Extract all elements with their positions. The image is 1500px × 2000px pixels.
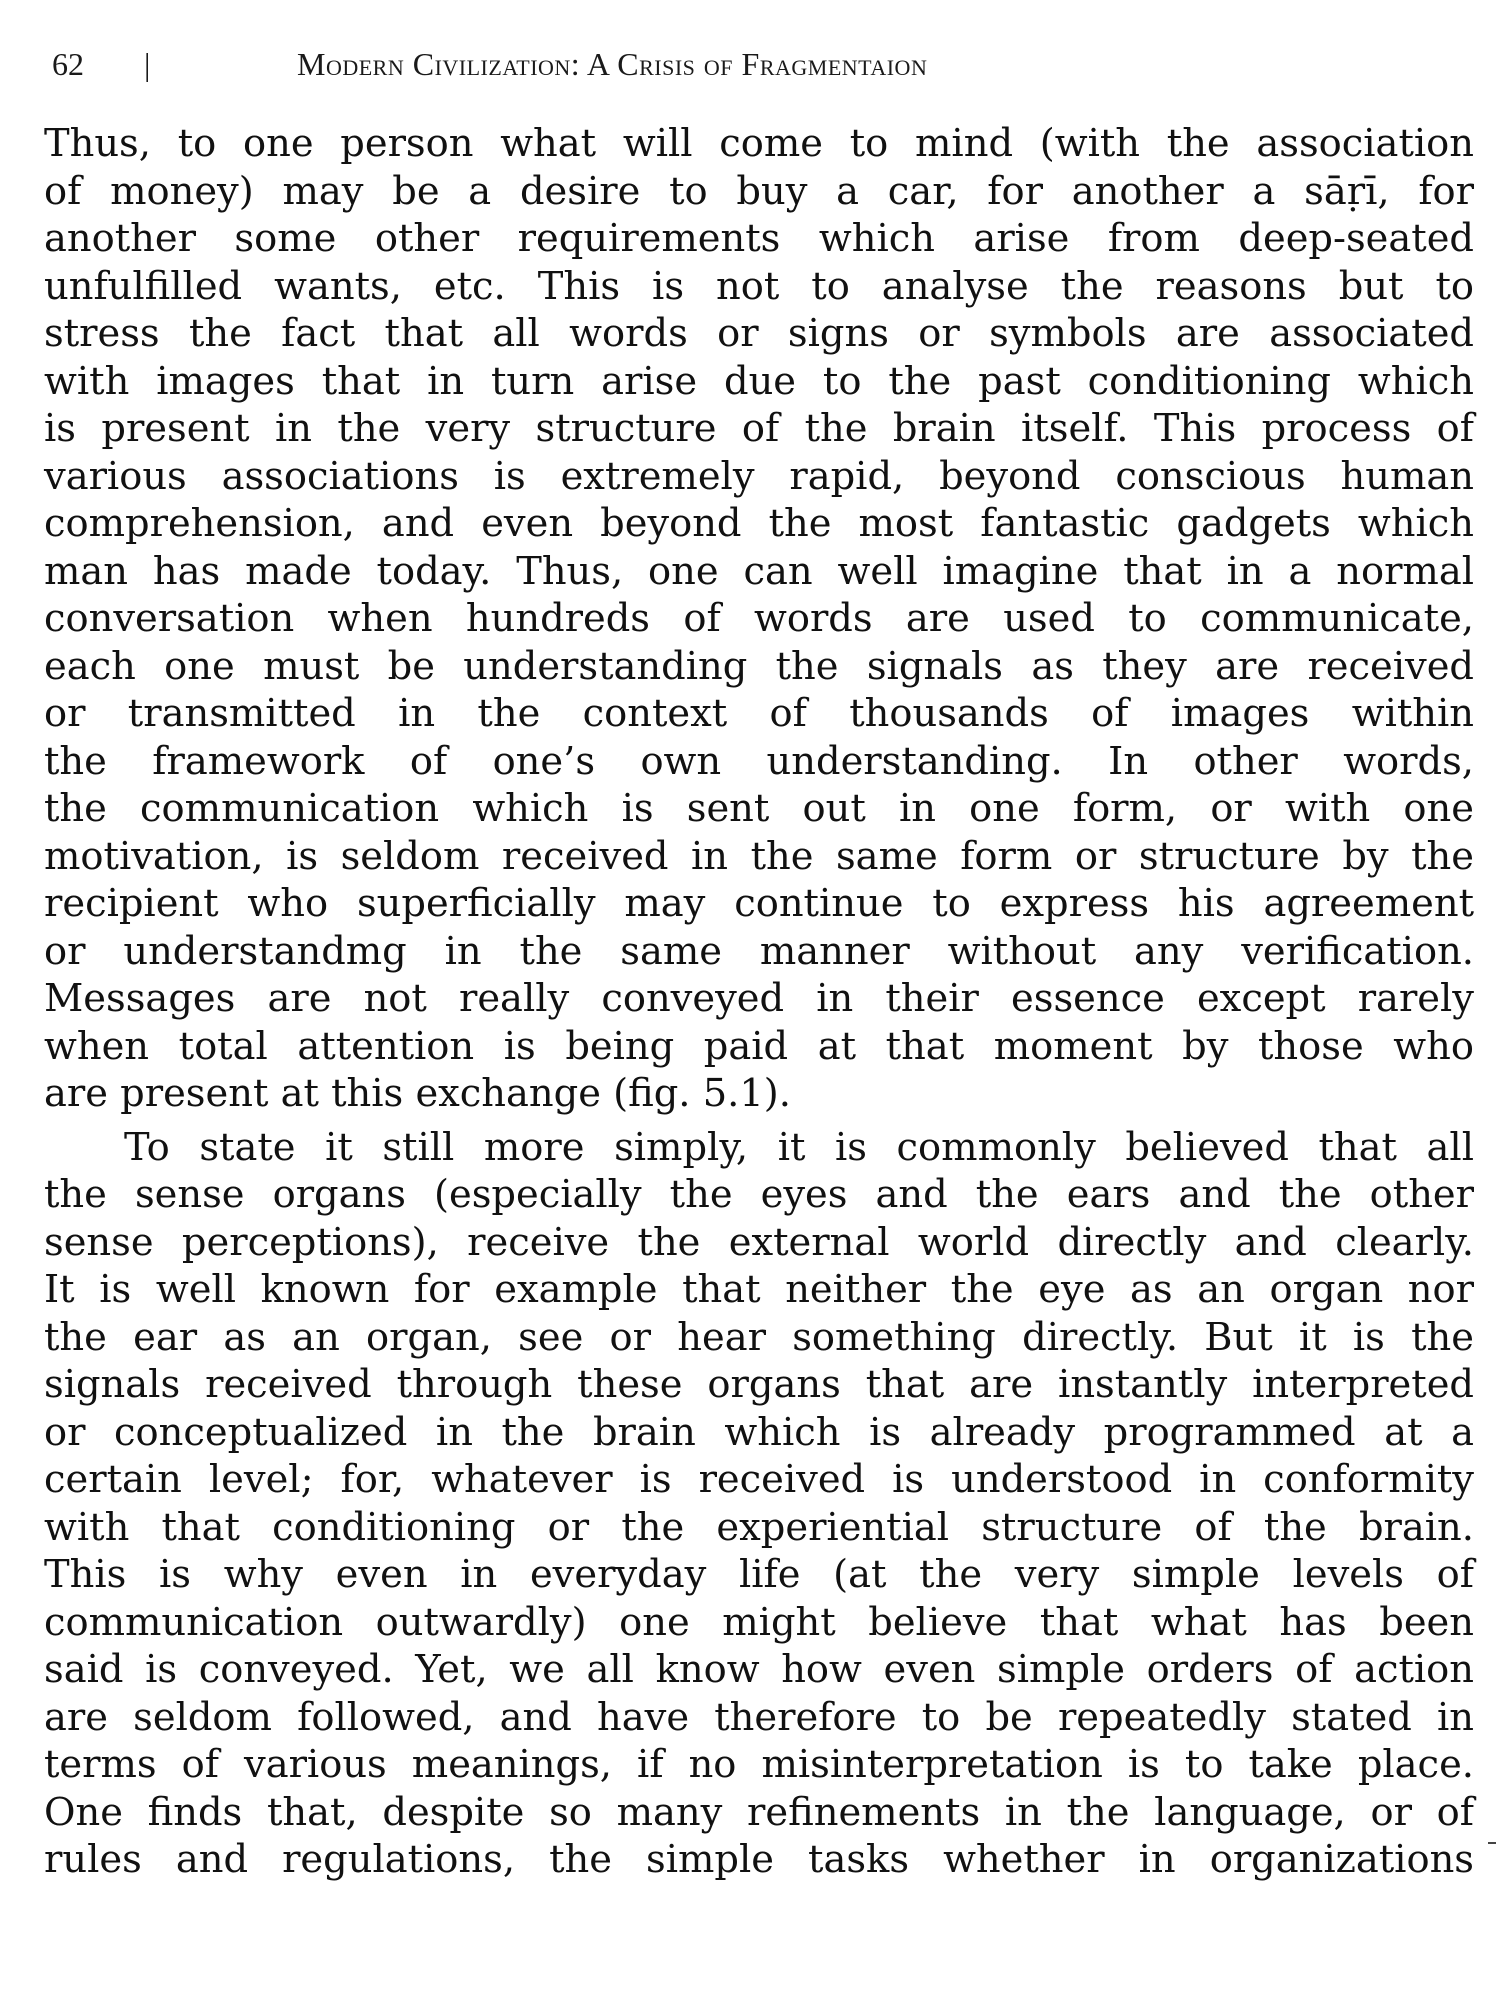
text-line: the ear as an organ, see or hear something directly. But it is the xyxy=(44,1314,1474,1360)
text-line: when total attention is being paid at that moment by those who xyxy=(44,1023,1474,1069)
text-line: said is conveyed. Yet, we all know how even simple orders of action xyxy=(44,1647,1474,1692)
text-line: communication outwardly) one might believe that what has been xyxy=(44,1599,1474,1645)
text-line: the sense organs (especially the eyes and the ears and the other xyxy=(44,1172,1474,1217)
text-line: with images that in turn arise due to the past conditioning which xyxy=(44,358,1474,404)
text-line: motivation, is seldom received in the same form or structure by the xyxy=(44,833,1474,879)
text-line: certain level; for, whatever is received is understood in conformity xyxy=(44,1457,1474,1502)
text-line: sense perceptions), receive the external world directly and clearly. xyxy=(44,1219,1474,1265)
text-line: rules and regulations, the simple tasks whether in organizations xyxy=(44,1837,1474,1882)
margin-tick-mark xyxy=(1488,1842,1496,1844)
text-line: Thus, to one person what will come to mind (with the association xyxy=(44,121,1474,166)
page-number: 62 xyxy=(52,46,84,82)
text-line: stress the fact that all words or signs or symbols are associated xyxy=(44,311,1474,356)
text-line: are seldom followed, and have therefore to be repeatedly stated in xyxy=(44,1694,1474,1740)
page-header xyxy=(52,46,1312,90)
body-text xyxy=(44,120,1474,1884)
text-line: man has made today. Thus, one can well imagine that in a normal xyxy=(44,548,1474,594)
header-separator: | xyxy=(144,46,151,82)
text-line: the communication which is sent out in one form, or with one xyxy=(44,786,1474,831)
text-line: with that conditioning or the experiential structure of the brain. xyxy=(44,1504,1474,1550)
text-line: another some other requirements which arise from deep-seated xyxy=(44,216,1474,261)
text-line: One finds that, despite so many refinements in the language, or of xyxy=(44,1789,1474,1835)
text-line: recipient who superficially may continue to express his agreement xyxy=(44,881,1474,926)
text-line: signals received through these organs that are instantly interpreted xyxy=(44,1362,1474,1407)
text-line: It is well known for example that neither the eye as an organ nor xyxy=(44,1267,1474,1312)
paragraph-2 xyxy=(44,1124,1474,1884)
text-line: To state it still more simply, it is commonly believed that all xyxy=(124,1124,1474,1170)
text-line: is present in the very structure of the brain itself. This process of xyxy=(44,406,1474,451)
text-line: or conceptualized in the brain which is already programmed at a xyxy=(44,1409,1474,1455)
paragraph-1 xyxy=(44,120,1474,1118)
text-line: of money) may be a desire to buy a car, for another a sāṛī, for xyxy=(44,168,1474,214)
text-line: each one must be understanding the signals as they are received xyxy=(44,643,1474,689)
running-title: Modern Civilization: A Crisis of Fragmentaion xyxy=(297,46,928,82)
text-line: This is why even in everyday life (at the very simple levels of xyxy=(44,1552,1474,1597)
text-line: or transmitted in the context of thousands of images within xyxy=(44,691,1474,736)
text-line: the framework of one’s own understanding. In other words, xyxy=(44,738,1474,784)
text-line: Messages are not really conveyed in their essence except rarely xyxy=(44,976,1474,1021)
text-line: are present at this exchange (fig. 5.1). xyxy=(44,1071,791,1116)
text-line: comprehension, and even beyond the most fantastic gadgets which xyxy=(44,501,1474,546)
text-line: terms of various meanings, if no misinterpretation is to take place. xyxy=(44,1742,1474,1787)
text-line: unfulfilled wants, etc. This is not to analyse the reasons but to xyxy=(44,263,1474,309)
text-line: various associations is extremely rapid, beyond conscious human xyxy=(44,453,1474,499)
text-line: conversation when hundreds of words are used to communicate, xyxy=(44,596,1474,641)
text-line: or understandmg in the same manner without any verification. xyxy=(44,928,1474,974)
